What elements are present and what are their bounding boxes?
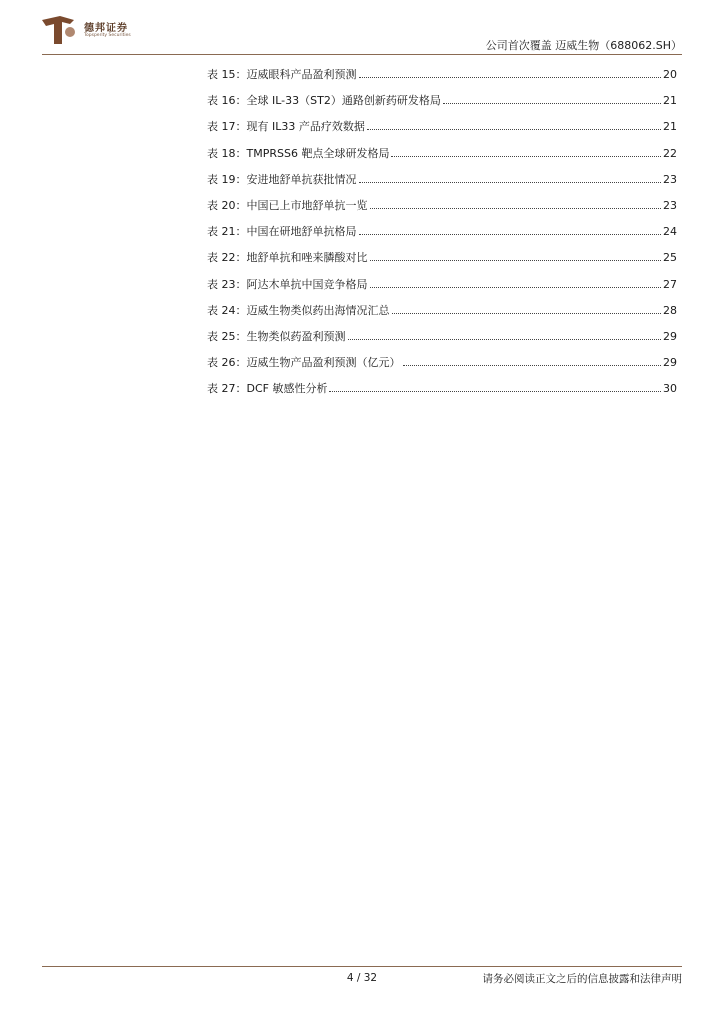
- toc-entry-page: 20: [663, 68, 677, 81]
- toc-entry[interactable]: [207, 173, 677, 199]
- toc-leader-dots: [359, 182, 662, 183]
- toc-entry-label: 表 26：迈威生物产品盈利预测（亿元）: [207, 356, 401, 370]
- toc-entry[interactable]: [207, 330, 677, 356]
- toc-leader-dots: [359, 77, 662, 78]
- toc-entry[interactable]: [207, 304, 677, 330]
- legal-disclaimer-note: 请务必阅读正文之后的信息披露和法律声明: [482, 973, 682, 985]
- toc-entry[interactable]: [207, 120, 677, 146]
- toc-entry-page: 29: [663, 329, 677, 343]
- toc-leader-dots: [443, 103, 661, 104]
- toc-entry-label: 表 23：阿达木单抗中国竞争格局: [207, 277, 368, 291]
- page-number: 4 / 32: [346, 972, 378, 984]
- toc-entry-page: 23: [663, 172, 677, 186]
- toc-entry[interactable]: [207, 356, 677, 382]
- toc-entry[interactable]: [207, 278, 677, 304]
- toc-entry-page: 23: [663, 198, 677, 212]
- toc-entry-label: 表 22：地舒单抗和唑来膦酸对比: [207, 251, 368, 265]
- logo-mark-icon: [40, 14, 78, 48]
- footer-divider: [42, 966, 682, 967]
- toc-leader-dots: [359, 234, 662, 235]
- toc-leader-dots: [370, 260, 662, 261]
- toc-entry[interactable]: [207, 147, 677, 173]
- toc-entry-label: 表 27：DCF 敏感性分析: [207, 382, 328, 396]
- toc-entry-page: 21: [663, 94, 677, 108]
- toc-entry-label: 表 20：中国已上市地舒单抗一览: [207, 198, 368, 212]
- toc-entry-label: 表 16：全球 IL-33（ST2）通路创新药研发格局: [207, 94, 441, 108]
- toc-leader-dots: [370, 208, 662, 209]
- table-of-contents: [207, 68, 677, 408]
- toc-entry-page: 29: [663, 356, 677, 370]
- toc-entry-label: 表 18：TMPRSS6 靶点全球研发格局: [207, 146, 390, 160]
- toc-entry-page: 27: [663, 277, 677, 291]
- header-title: 公司首次覆盖 迈威生物（688062.SH）: [485, 39, 682, 52]
- toc-leader-dots: [391, 156, 661, 157]
- logo-text-en: Topsperity Securities: [84, 33, 131, 38]
- toc-entry-page: 21: [663, 120, 677, 134]
- logo-text-cn: 德邦证券: [84, 23, 128, 34]
- toc-entry[interactable]: [207, 225, 677, 251]
- toc-entry-label: 表 21：中国在研地舒单抗格局: [207, 225, 357, 239]
- toc-leader-dots: [370, 287, 662, 288]
- toc-entry-page: 25: [663, 251, 677, 265]
- toc-entry-label: 表 19：安进地舒单抗获批情况: [207, 172, 357, 186]
- toc-entry-page: 30: [663, 382, 677, 396]
- toc-leader-dots: [392, 313, 662, 314]
- toc-entry[interactable]: [207, 94, 677, 120]
- toc-entry-label: 表 24：迈威生物类似药出海情况汇总: [207, 303, 390, 317]
- toc-entry[interactable]: [207, 251, 677, 277]
- toc-entry-page: 24: [663, 225, 677, 239]
- toc-entry-label: 表 15：迈威眼科产品盈利预测: [207, 68, 357, 81]
- toc-entry-label: 表 17：现有 IL33 产品疗效数据: [207, 120, 365, 134]
- toc-entry[interactable]: [207, 382, 677, 408]
- toc-entry-page: 28: [663, 303, 677, 317]
- toc-leader-dots: [403, 365, 662, 366]
- toc-leader-dots: [367, 129, 661, 130]
- toc-entry-page: 22: [663, 146, 677, 160]
- toc-entry[interactable]: [207, 199, 677, 225]
- toc-entry[interactable]: [207, 68, 677, 94]
- toc-entry-label: 表 25：生物类似药盈利预测: [207, 329, 346, 343]
- header-divider: [42, 54, 682, 55]
- toc-leader-dots: [348, 339, 662, 340]
- company-logo: [40, 14, 160, 50]
- toc-leader-dots: [329, 391, 661, 392]
